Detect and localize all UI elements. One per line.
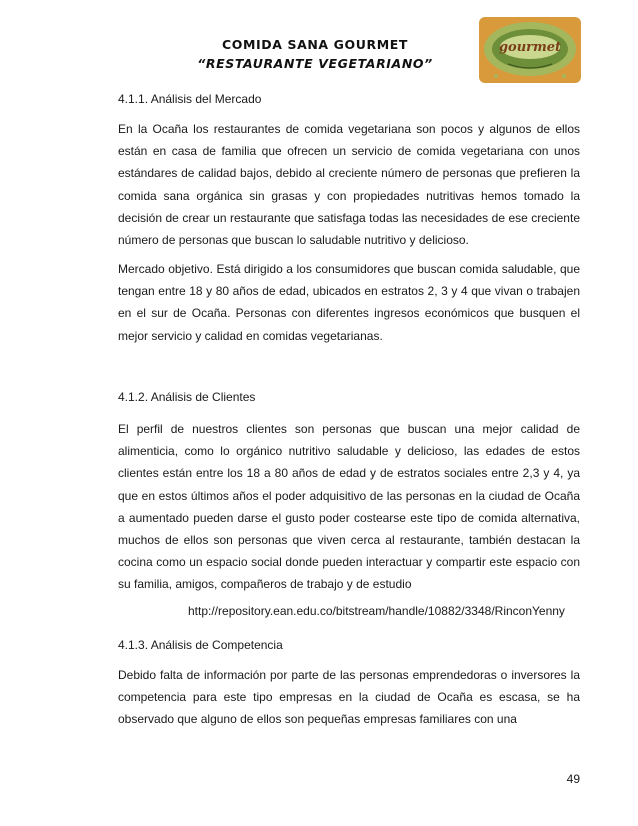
section-heading-clients: 4.1.2. Análisis de Clientes — [118, 390, 256, 404]
page-number: 49 — [566, 772, 580, 786]
paragraph-target-market: Mercado objetivo. Está dirigido a los consumidores que buscan comida saludable, que tengan entre 18 y 80 años de edad, ubicados en estratos 2, 3 y 4 que vivan o trabajen en el sur de Ocaña. Personas con diferentes ingresos económicos que busquen el mejor servicio y calidad en comidas vegetarianas. — [118, 262, 580, 343]
paragraph-clients: El perfil de nuestros clientes son personas que buscan una mejor calidad de alimenticia, como lo orgánico nutritivo saludable y delicioso, las edades de estos clientes están entre los 18 a 80 años de edad y de estratos sociales entre 2,3 y 4, ya que en estos últimos años el poder adquisitivo de las personas en la ciudad de Ocaña a aumentado pueden darse el gusto poder costearse este tipo de comida alternativa, muchos de ellos son personas que viven cerca al restaurante, también destacan la cocina como un espacio social donde pueden interactuar y compartir este espacio con su familia, amigos, compañeros de trabajo y de estudio — [118, 422, 580, 592]
source-url: http://repository.ean.edu.co/bitstream/handle/10882/3348/RinconYenny — [188, 604, 565, 618]
paragraph-market: En la Ocaña los restaurantes de comida vegetariana son pocos y algunos de ellos están en casa de familia que ofrecen un servicio de comida vegetariana con unos estándares de calidad bajos, debido al creciente número de personas que prefieren la comida sana orgánica sin grasas y con propiedades nutritivas hemos tomado la decisión de crear un restaurante que satisfaga todas las necesidades de ese creciente número de personas que buscan lo saludable nutritivo y delicioso. — [118, 122, 580, 248]
page-header — [0, 0, 638, 90]
paragraph-competition: Debido falta de información por parte de las personas emprendedoras o inversores la competencia para este tipo empresas en la ciudad de Ocaña es escasa, se ha observado que alguno de ellos son pequeñas empresas familiares con una — [118, 668, 580, 727]
section-heading-competition: 4.1.3. Análisis de Competencia — [118, 638, 283, 652]
svg-text:gourmet: gourmet — [498, 40, 562, 55]
header-title: COMIDA SANA GOURMET — [221, 37, 409, 52]
section-heading-market: 4.1.1. Análisis del Mercado — [118, 92, 262, 106]
header-subtitle: “RESTAURANTE VEGETARIANO” — [197, 56, 433, 71]
gourmet-logo — [478, 16, 582, 84]
